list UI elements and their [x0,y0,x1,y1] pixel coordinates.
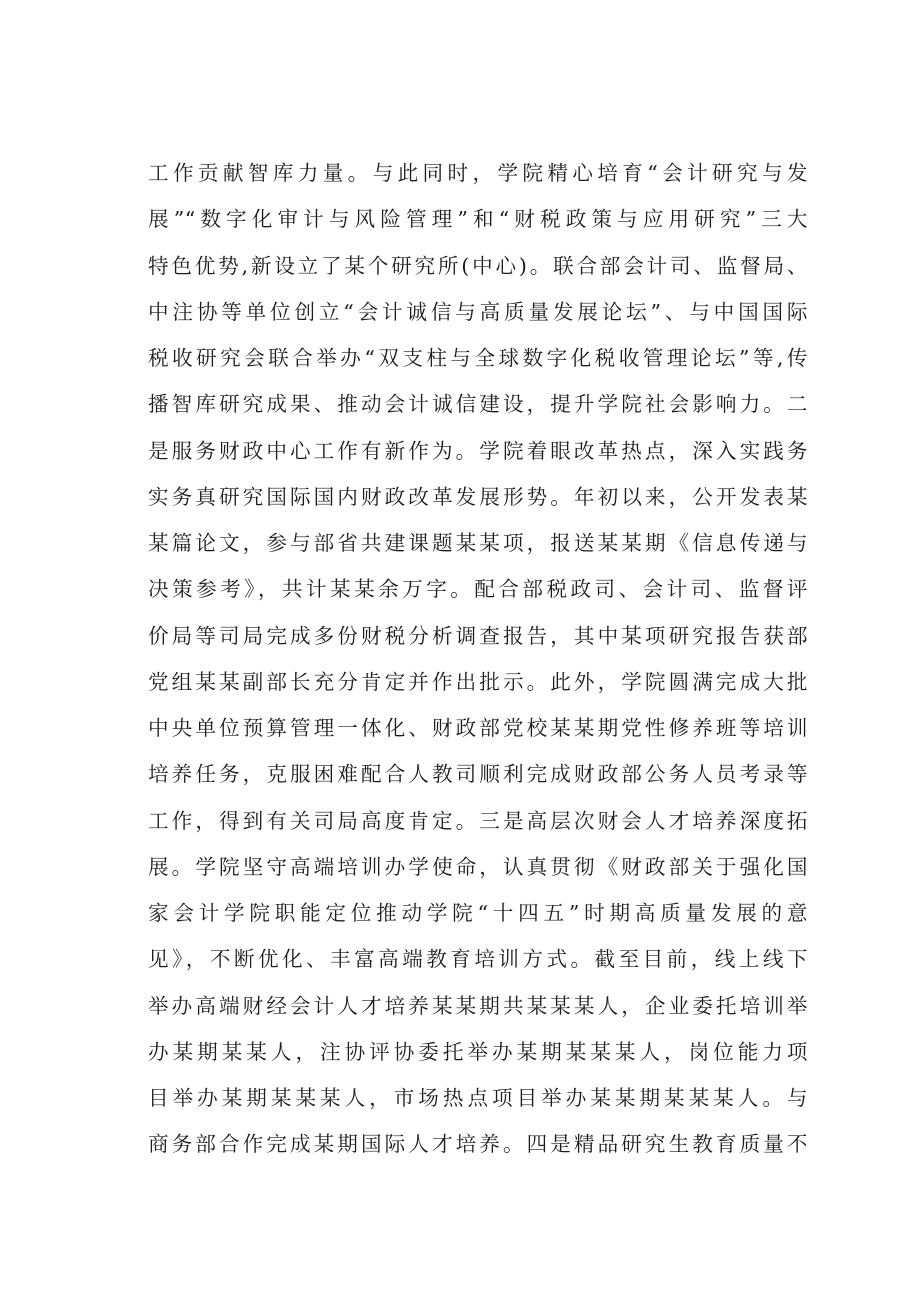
text-line: 办某期某某人，注协评协委托举办某期某某某人，岗位能力项 [148,1039,808,1064]
text-line: 中央单位预算管理一体化、财政部党校某某期党性修养班等培训 [148,716,808,740]
text-line: 展。学院坚守高端培训办学使命，认真贯彻《财政部关于强化国 [148,854,808,879]
text-line: 家会计学院职能定位推动学院“十四五”时期高质量发展的意 [148,901,808,925]
text-line: 展”“数字化审计与风险管理”和“财税政策与应用研究”三大 [148,207,808,232]
text-line: 党组某某副部长充分肯定并作出批示。此外，学院圆满完成大批 [148,669,808,694]
text-line: 见》，不断优化、丰富高端教育培训方式。截至目前，线上线下 [148,947,808,972]
text-line: 中注协等单位创立“会计诚信与高质量发展论坛”、与中国国际 [148,299,808,324]
text-line: 某篇论文，参与部省共建课题某某项，报送某某期《信息传递与 [148,531,808,555]
text-line: 工作贡献智库力量。与此同时，学院精心培育“会计研究与发 [148,161,808,185]
text-line: 举办高端财经会计人才培养某某期共某某某人，企业委托培训举 [148,993,808,1018]
text-line: 税收研究会联合举办“双支柱与全球数字化税收管理论坛”等,传 [148,346,808,370]
body-paragraph [148,150,808,1168]
text-line: 商务部合作完成某期国际人才培养。四是精品研究生教育质量不 [148,1132,808,1157]
text-line: 目举办某期某某某人，市场热点项目举办某某期某某某人。与 [148,1086,808,1110]
text-line: 工作，得到有关司局高度肯定。三是高层次财会人才培养深度拓 [148,808,808,833]
text-line: 特色优势,新设立了某个研究所(中心)。联合部会计司、监督局、 [148,253,808,278]
text-line: 是服务财政中心工作有新作为。学院着眼改革热点，深入实践务 [148,438,808,463]
text-line: 实务真研究国际国内财政改革发展形势。年初以来，公开发表某 [148,484,808,509]
text-line: 播智库研究成果、推动会计诚信建设，提升学院社会影响力。二 [148,392,808,417]
text-line: 培养任务，克服困难配合人教司顺利完成财政部公务人员考录等 [148,762,808,787]
text-line: 决策参考》，共计某某余万字。配合部税政司、会计司、监督评 [148,577,808,602]
text-line: 价局等司局完成多份财税分析调查报告，其中某项研究报告获部 [148,623,808,648]
